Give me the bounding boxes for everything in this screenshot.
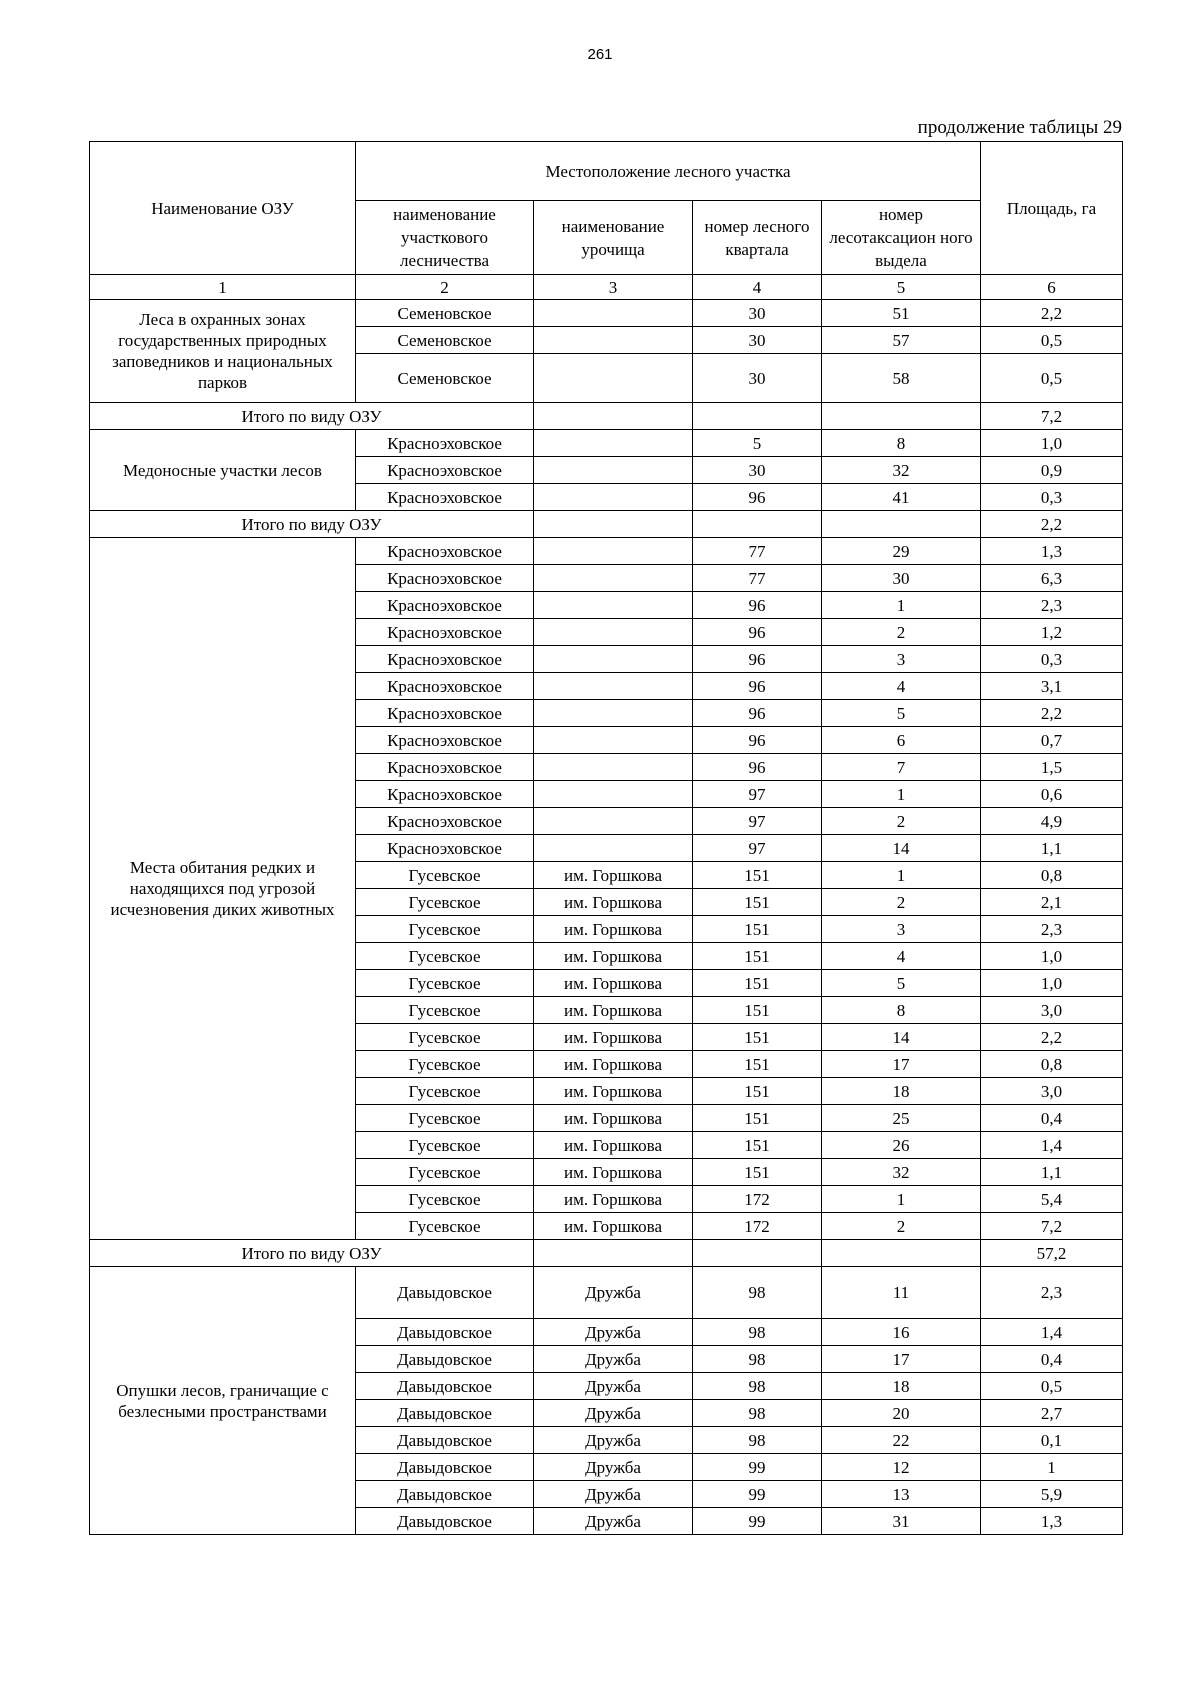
cell-plot: 51 [822,300,981,327]
cell-tract [534,327,693,354]
cell-tract: им. Горшкова [534,1159,693,1186]
cell-tract: им. Горшкова [534,1132,693,1159]
cell-plot: 5 [822,970,981,997]
cell-area: 1,1 [981,835,1123,862]
cell-tract [534,781,693,808]
cell-area: 0,4 [981,1346,1123,1373]
cell-quarter: 77 [693,538,822,565]
cell-quarter: 98 [693,1427,822,1454]
empty-cell [534,403,693,430]
total-row [90,1240,1123,1267]
cell-quarter: 151 [693,916,822,943]
cell-quarter: 151 [693,889,822,916]
cell-forestry: Давыдовское [356,1319,534,1346]
cell-tract [534,727,693,754]
cell-quarter: 151 [693,1159,822,1186]
cell-plot: 41 [822,484,981,511]
empty-cell [534,511,693,538]
cell-tract [534,300,693,327]
cell-area: 0,6 [981,781,1123,808]
cell-plot: 30 [822,565,981,592]
cell-plot: 8 [822,430,981,457]
empty-cell [822,511,981,538]
header-location-group: Местоположение лесного участка [356,142,981,201]
cell-plot: 1 [822,862,981,889]
cell-quarter: 151 [693,1024,822,1051]
cell-quarter: 98 [693,1267,822,1319]
cell-quarter: 97 [693,835,822,862]
cell-quarter: 151 [693,1051,822,1078]
cell-quarter: 77 [693,565,822,592]
cell-quarter: 96 [693,700,822,727]
cell-tract [534,673,693,700]
empty-cell [534,1240,693,1267]
total-label: Итого по виду ОЗУ [90,1240,534,1267]
cell-tract [534,565,693,592]
cell-area: 1,3 [981,538,1123,565]
ozu-name: Опушки лесов, граничащие с безлесными пространствами [90,1267,356,1535]
cell-quarter: 151 [693,997,822,1024]
cell-plot: 4 [822,943,981,970]
cell-forestry: Давыдовское [356,1508,534,1535]
cell-area: 2,1 [981,889,1123,916]
cell-forestry: Красноэховское [356,781,534,808]
cell-tract: Дружба [534,1319,693,1346]
cell-quarter: 98 [693,1346,822,1373]
cell-forestry: Красноэховское [356,484,534,511]
cell-tract: им. Горшкова [534,889,693,916]
cell-tract: Дружба [534,1481,693,1508]
cell-quarter: 96 [693,727,822,754]
cell-forestry: Гусевское [356,943,534,970]
cell-forestry: Красноэховское [356,592,534,619]
cell-quarter: 97 [693,808,822,835]
cell-area: 7,2 [981,1213,1123,1240]
cell-quarter: 151 [693,970,822,997]
ozu-name: Места обитания редких и находящихся под угрозой исчезновения диких животных [90,538,356,1240]
column-number: 1 [90,275,356,300]
ozu-name: Леса в охранных зонах государственных природных заповедников и национальных парков [90,300,356,403]
total-area: 2,2 [981,511,1123,538]
cell-tract: им. Горшкова [534,943,693,970]
cell-plot: 29 [822,538,981,565]
cell-quarter: 96 [693,673,822,700]
cell-forestry: Гусевское [356,997,534,1024]
cell-plot: 2 [822,889,981,916]
cell-tract: им. Горшкова [534,1186,693,1213]
cell-area: 0,8 [981,862,1123,889]
header-tract: наименование урочища [534,201,693,275]
cell-tract [534,484,693,511]
cell-tract: Дружба [534,1427,693,1454]
cell-tract [534,430,693,457]
total-label: Итого по виду ОЗУ [90,511,534,538]
ozu-table [89,141,1123,1535]
cell-tract [534,646,693,673]
total-area: 7,2 [981,403,1123,430]
cell-area: 2,7 [981,1400,1123,1427]
cell-forestry: Гусевское [356,1213,534,1240]
table-row [90,430,1123,457]
cell-area: 0,5 [981,354,1123,403]
cell-plot: 2 [822,619,981,646]
cell-plot: 14 [822,835,981,862]
cell-quarter: 97 [693,781,822,808]
empty-cell [822,1240,981,1267]
cell-forestry: Давыдовское [356,1481,534,1508]
cell-tract: им. Горшкова [534,862,693,889]
total-row [90,511,1123,538]
cell-quarter: 30 [693,354,822,403]
cell-area: 0,7 [981,727,1123,754]
cell-plot: 12 [822,1454,981,1481]
cell-tract [534,354,693,403]
cell-area: 1,0 [981,970,1123,997]
cell-quarter: 99 [693,1454,822,1481]
cell-plot: 4 [822,673,981,700]
cell-forestry: Красноэховское [356,457,534,484]
total-label: Итого по виду ОЗУ [90,403,534,430]
cell-forestry: Красноэховское [356,673,534,700]
cell-plot: 31 [822,1508,981,1535]
cell-tract: Дружба [534,1400,693,1427]
total-row [90,403,1123,430]
cell-plot: 58 [822,354,981,403]
cell-forestry: Гусевское [356,1078,534,1105]
cell-quarter: 151 [693,943,822,970]
cell-plot: 32 [822,457,981,484]
cell-forestry: Семеновское [356,300,534,327]
cell-forestry: Гусевское [356,1024,534,1051]
cell-plot: 3 [822,916,981,943]
cell-plot: 25 [822,1105,981,1132]
cell-area: 1 [981,1454,1123,1481]
cell-plot: 26 [822,1132,981,1159]
cell-quarter: 172 [693,1213,822,1240]
cell-quarter: 151 [693,1132,822,1159]
cell-plot: 20 [822,1400,981,1427]
cell-forestry: Давыдовское [356,1427,534,1454]
cell-area: 3,1 [981,673,1123,700]
cell-tract [534,592,693,619]
cell-quarter: 151 [693,1105,822,1132]
cell-tract [534,700,693,727]
cell-quarter: 96 [693,754,822,781]
cell-plot: 1 [822,781,981,808]
table-row [90,1267,1123,1319]
cell-forestry: Гусевское [356,862,534,889]
cell-plot: 8 [822,997,981,1024]
cell-forestry: Давыдовское [356,1454,534,1481]
cell-plot: 3 [822,646,981,673]
empty-cell [822,403,981,430]
cell-area: 4,9 [981,808,1123,835]
cell-quarter: 30 [693,457,822,484]
cell-quarter: 98 [693,1400,822,1427]
cell-plot: 57 [822,327,981,354]
cell-forestry: Семеновское [356,327,534,354]
cell-forestry: Красноэховское [356,727,534,754]
cell-tract: им. Горшкова [534,1024,693,1051]
cell-area: 3,0 [981,997,1123,1024]
cell-tract [534,754,693,781]
cell-quarter: 98 [693,1373,822,1400]
cell-area: 0,5 [981,327,1123,354]
cell-area: 2,3 [981,916,1123,943]
cell-forestry: Красноэховское [356,565,534,592]
cell-forestry: Семеновское [356,354,534,403]
page-number: 261 [587,46,613,63]
cell-plot: 13 [822,1481,981,1508]
cell-quarter: 172 [693,1186,822,1213]
header-plot: номер лесотаксацион ного выдела [822,201,981,275]
cell-area: 1,1 [981,1159,1123,1186]
cell-area: 1,3 [981,1508,1123,1535]
cell-tract: им. Горшкова [534,1078,693,1105]
cell-area: 0,3 [981,646,1123,673]
header-name: Наименование ОЗУ [90,142,356,275]
cell-tract: им. Горшкова [534,970,693,997]
cell-quarter: 96 [693,592,822,619]
column-number: 3 [534,275,693,300]
cell-forestry: Красноэховское [356,808,534,835]
cell-quarter: 96 [693,619,822,646]
cell-forestry: Красноэховское [356,754,534,781]
cell-quarter: 30 [693,327,822,354]
cell-area: 1,0 [981,943,1123,970]
cell-forestry: Давыдовское [356,1267,534,1319]
cell-area: 0,3 [981,484,1123,511]
header-forestry: наименование участкового лесничества [356,201,534,275]
cell-plot: 6 [822,727,981,754]
cell-area: 0,9 [981,457,1123,484]
cell-forestry: Гусевское [356,889,534,916]
cell-plot: 22 [822,1427,981,1454]
cell-tract [534,619,693,646]
cell-area: 1,5 [981,754,1123,781]
cell-area: 2,3 [981,592,1123,619]
cell-area: 5,9 [981,1481,1123,1508]
cell-tract [534,538,693,565]
cell-area: 2,3 [981,1267,1123,1319]
cell-tract [534,835,693,862]
cell-quarter: 98 [693,1319,822,1346]
cell-area: 0,4 [981,1105,1123,1132]
cell-plot: 18 [822,1078,981,1105]
table-row [90,538,1123,565]
cell-tract: Дружба [534,1346,693,1373]
column-number: 4 [693,275,822,300]
cell-tract: Дружба [534,1454,693,1481]
cell-forestry: Красноэховское [356,430,534,457]
cell-forestry: Красноэховское [356,700,534,727]
cell-plot: 1 [822,1186,981,1213]
cell-quarter: 99 [693,1481,822,1508]
column-number-row [90,275,1123,300]
cell-forestry: Гусевское [356,1051,534,1078]
header-area: Площадь, га [981,142,1123,275]
empty-cell [693,1240,822,1267]
table-row [90,300,1123,327]
cell-forestry: Гусевское [356,1186,534,1213]
cell-area: 2,2 [981,1024,1123,1051]
column-number: 6 [981,275,1123,300]
column-number: 2 [356,275,534,300]
cell-quarter: 5 [693,430,822,457]
cell-plot: 17 [822,1346,981,1373]
cell-forestry: Давыдовское [356,1346,534,1373]
cell-area: 1,4 [981,1319,1123,1346]
cell-forestry: Красноэховское [356,619,534,646]
cell-forestry: Красноэховское [356,646,534,673]
cell-tract: им. Горшкова [534,1213,693,1240]
cell-plot: 32 [822,1159,981,1186]
cell-area: 1,0 [981,430,1123,457]
cell-plot: 7 [822,754,981,781]
cell-forestry: Красноэховское [356,835,534,862]
cell-plot: 14 [822,1024,981,1051]
cell-forestry: Гусевское [356,970,534,997]
empty-cell [693,511,822,538]
cell-tract [534,808,693,835]
cell-area: 5,4 [981,1186,1123,1213]
cell-forestry: Давыдовское [356,1373,534,1400]
cell-plot: 11 [822,1267,981,1319]
cell-plot: 16 [822,1319,981,1346]
cell-plot: 18 [822,1373,981,1400]
cell-plot: 2 [822,1213,981,1240]
table-caption: продолжение таблицы 29 [917,117,1122,138]
cell-tract: им. Горшкова [534,1051,693,1078]
column-number: 5 [822,275,981,300]
empty-cell [693,403,822,430]
cell-tract: им. Горшкова [534,997,693,1024]
cell-plot: 1 [822,592,981,619]
cell-plot: 17 [822,1051,981,1078]
cell-area: 1,4 [981,1132,1123,1159]
cell-tract: им. Горшкова [534,916,693,943]
cell-area: 0,5 [981,1373,1123,1400]
cell-forestry: Красноэховское [356,538,534,565]
cell-quarter: 30 [693,300,822,327]
cell-quarter: 96 [693,484,822,511]
cell-area: 0,8 [981,1051,1123,1078]
cell-forestry: Гусевское [356,916,534,943]
cell-forestry: Гусевское [356,1159,534,1186]
cell-tract: Дружба [534,1508,693,1535]
cell-area: 2,2 [981,300,1123,327]
cell-tract: им. Горшкова [534,1105,693,1132]
cell-tract: Дружба [534,1373,693,1400]
ozu-name: Медоносные участки лесов [90,430,356,511]
total-area: 57,2 [981,1240,1123,1267]
cell-area: 6,3 [981,565,1123,592]
cell-plot: 5 [822,700,981,727]
cell-plot: 2 [822,808,981,835]
cell-quarter: 96 [693,646,822,673]
cell-area: 0,1 [981,1427,1123,1454]
header-quarter: номер лесного квартала [693,201,822,275]
cell-forestry: Давыдовское [356,1400,534,1427]
cell-tract [534,457,693,484]
cell-area: 1,2 [981,619,1123,646]
cell-area: 3,0 [981,1078,1123,1105]
cell-quarter: 151 [693,862,822,889]
cell-quarter: 151 [693,1078,822,1105]
cell-area: 2,2 [981,700,1123,727]
cell-tract: Дружба [534,1267,693,1319]
cell-quarter: 99 [693,1508,822,1535]
cell-forestry: Гусевское [356,1105,534,1132]
cell-forestry: Гусевское [356,1132,534,1159]
